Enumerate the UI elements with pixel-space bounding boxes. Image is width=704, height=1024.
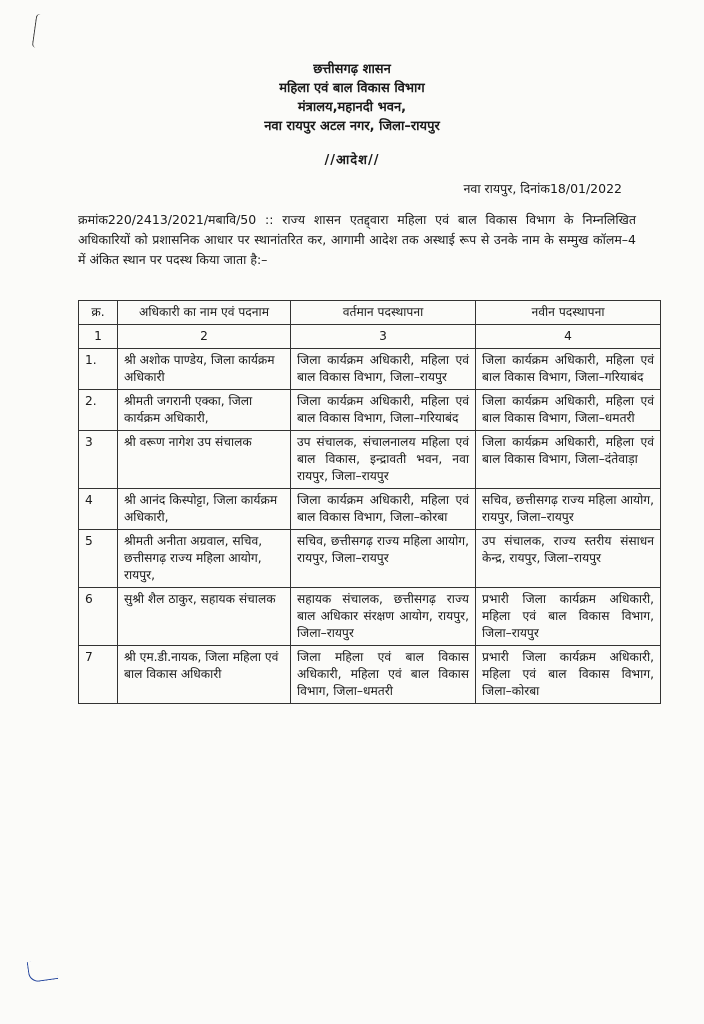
row-officer: सुश्री शैल ठाकुर, सहायक संचालक xyxy=(118,588,291,646)
column-number-row xyxy=(79,325,661,349)
order-preamble: क्रमांक220/2413/2021/मबावि/50 :: राज्य शासन एतद्द्वारा महिला एवं बाल विकास विभाग के निम्नलिखित अधिकारियों को प्रशासनिक आधार पर स्थानांतरित कर, आगामी आदेश तक अस्थाई रूप से उनके नाम के सम्मुख कॉलम–4 में अंकित स्थान पर पदस्थ किया जाता है:– xyxy=(78,212,636,267)
row-officer: श्री वरूण नागेश उप संचालक xyxy=(118,431,291,489)
row-current-posting: सचिव, छत्तीसगढ़ राज्य महिला आयोग, रायपुर, जिला–रायपुर xyxy=(291,530,476,588)
row-new-posting: प्रभारी जिला कार्यक्रम अधिकारी, महिला एवं बाल विकास विभाग, जिला–कोरबा xyxy=(476,646,661,704)
handwritten-tick-mark xyxy=(27,958,59,983)
row-officer: श्री एम.डी.नायक, जिला महिला एवं बाल विकास अधिकारी xyxy=(118,646,291,704)
column-number: 3 xyxy=(291,325,476,349)
row-serial: 7 xyxy=(79,646,118,704)
row-current-posting: जिला महिला एवं बाल विकास अधिकारी, महिला एवं बाल विकास विभाग, जिला–धमतरी xyxy=(291,646,476,704)
table-row xyxy=(79,588,661,646)
header-current-posting: वर्तमान पदस्थापना xyxy=(291,301,476,325)
table-row xyxy=(79,349,661,390)
letterhead xyxy=(0,60,704,136)
row-officer: श्रीमती अनीता अग्रवाल, सचिव, छत्तीसगढ़ राज्य महिला आयोग, रायपुर, xyxy=(118,530,291,588)
row-new-posting: जिला कार्यक्रम अधिकारी, महिला एवं बाल विकास विभाग, जिला–दंतेवाड़ा xyxy=(476,431,661,489)
header-officer: अधिकारी का नाम एवं पदनाम xyxy=(118,301,291,325)
header-line-address: नवा रायपुर अटल नगर, जिला–रायपुर xyxy=(264,119,440,134)
column-number: 4 xyxy=(476,325,661,349)
header-line-government: छत्तीसगढ़ शासन xyxy=(313,62,391,77)
table-row xyxy=(79,390,661,431)
row-serial: 5 xyxy=(79,530,118,588)
row-current-posting: सहायक संचालक, छत्तीसगढ़ राज्य बाल अधिकार संरक्षण आयोग, रायपुर, जिला–रायपुर xyxy=(291,588,476,646)
header-new-posting: नवीन पदस्थापना xyxy=(476,301,661,325)
row-current-posting: उप संचालक, संचालनालय महिला एवं बाल विकास, इन्द्रावती भवन, नवा रायपुर, जिला–रायपुर xyxy=(291,431,476,489)
table-header-row xyxy=(79,301,661,325)
header-line-department: महिला एवं बाल विकास विभाग xyxy=(279,81,425,96)
row-new-posting: सचिव, छत्तीसगढ़ राज्य महिला आयोग, रायपुर, जिला–रायपुर xyxy=(476,489,661,530)
column-number: 2 xyxy=(118,325,291,349)
table-row xyxy=(79,530,661,588)
header-line-ministry: मंत्रालय,महानदी भवन, xyxy=(297,100,407,115)
row-new-posting: जिला कार्यक्रम अधिकारी, महिला एवं बाल विकास विभाग, जिला–धमतरी xyxy=(476,390,661,431)
transfer-table xyxy=(78,300,661,704)
table-row xyxy=(79,646,661,704)
row-officer: श्री आनंद किस्पोट्टा, जिला कार्यक्रम अधिकारी, xyxy=(118,489,291,530)
table-row xyxy=(79,431,661,489)
row-new-posting: उप संचालक, राज्य स्तरीय संसाधन केन्द्र, रायपुर, जिला–रायपुर xyxy=(476,530,661,588)
row-officer: श्रीमती जगरानी एक्का, जिला कार्यक्रम अधिकारी, xyxy=(118,390,291,431)
row-serial: 2. xyxy=(79,390,118,431)
row-serial: 4 xyxy=(79,489,118,530)
row-current-posting: जिला कार्यक्रम अधिकारी, महिला एवं बाल विकास विभाग, जिला–रायपुर xyxy=(291,349,476,390)
dateline: नवा रायपुर, दिनांक18/01/2022 xyxy=(463,181,622,196)
row-new-posting: प्रभारी जिला कार्यक्रम अधिकारी, महिला एवं बाल विकास विभाग, जिला–रायपुर xyxy=(476,588,661,646)
table-row xyxy=(79,489,661,530)
handwritten-mark xyxy=(32,14,46,49)
order-title: //आदेश// xyxy=(324,153,380,168)
row-new-posting: जिला कार्यक्रम अधिकारी, महिला एवं बाल विकास विभाग, जिला–गरियाबंद xyxy=(476,349,661,390)
row-serial: 1. xyxy=(79,349,118,390)
row-serial: 6 xyxy=(79,588,118,646)
row-officer: श्री अशोक पाण्डेय, जिला कार्यक्रम अधिकारी xyxy=(118,349,291,390)
header-serial: क्र. xyxy=(79,301,118,325)
column-number: 1 xyxy=(79,325,118,349)
row-current-posting: जिला कार्यक्रम अधिकारी, महिला एवं बाल विकास विभाग, जिला–गरियाबंद xyxy=(291,390,476,431)
row-current-posting: जिला कार्यक्रम अधिकारी, महिला एवं बाल विकास विभाग, जिला–कोरबा xyxy=(291,489,476,530)
row-serial: 3 xyxy=(79,431,118,489)
